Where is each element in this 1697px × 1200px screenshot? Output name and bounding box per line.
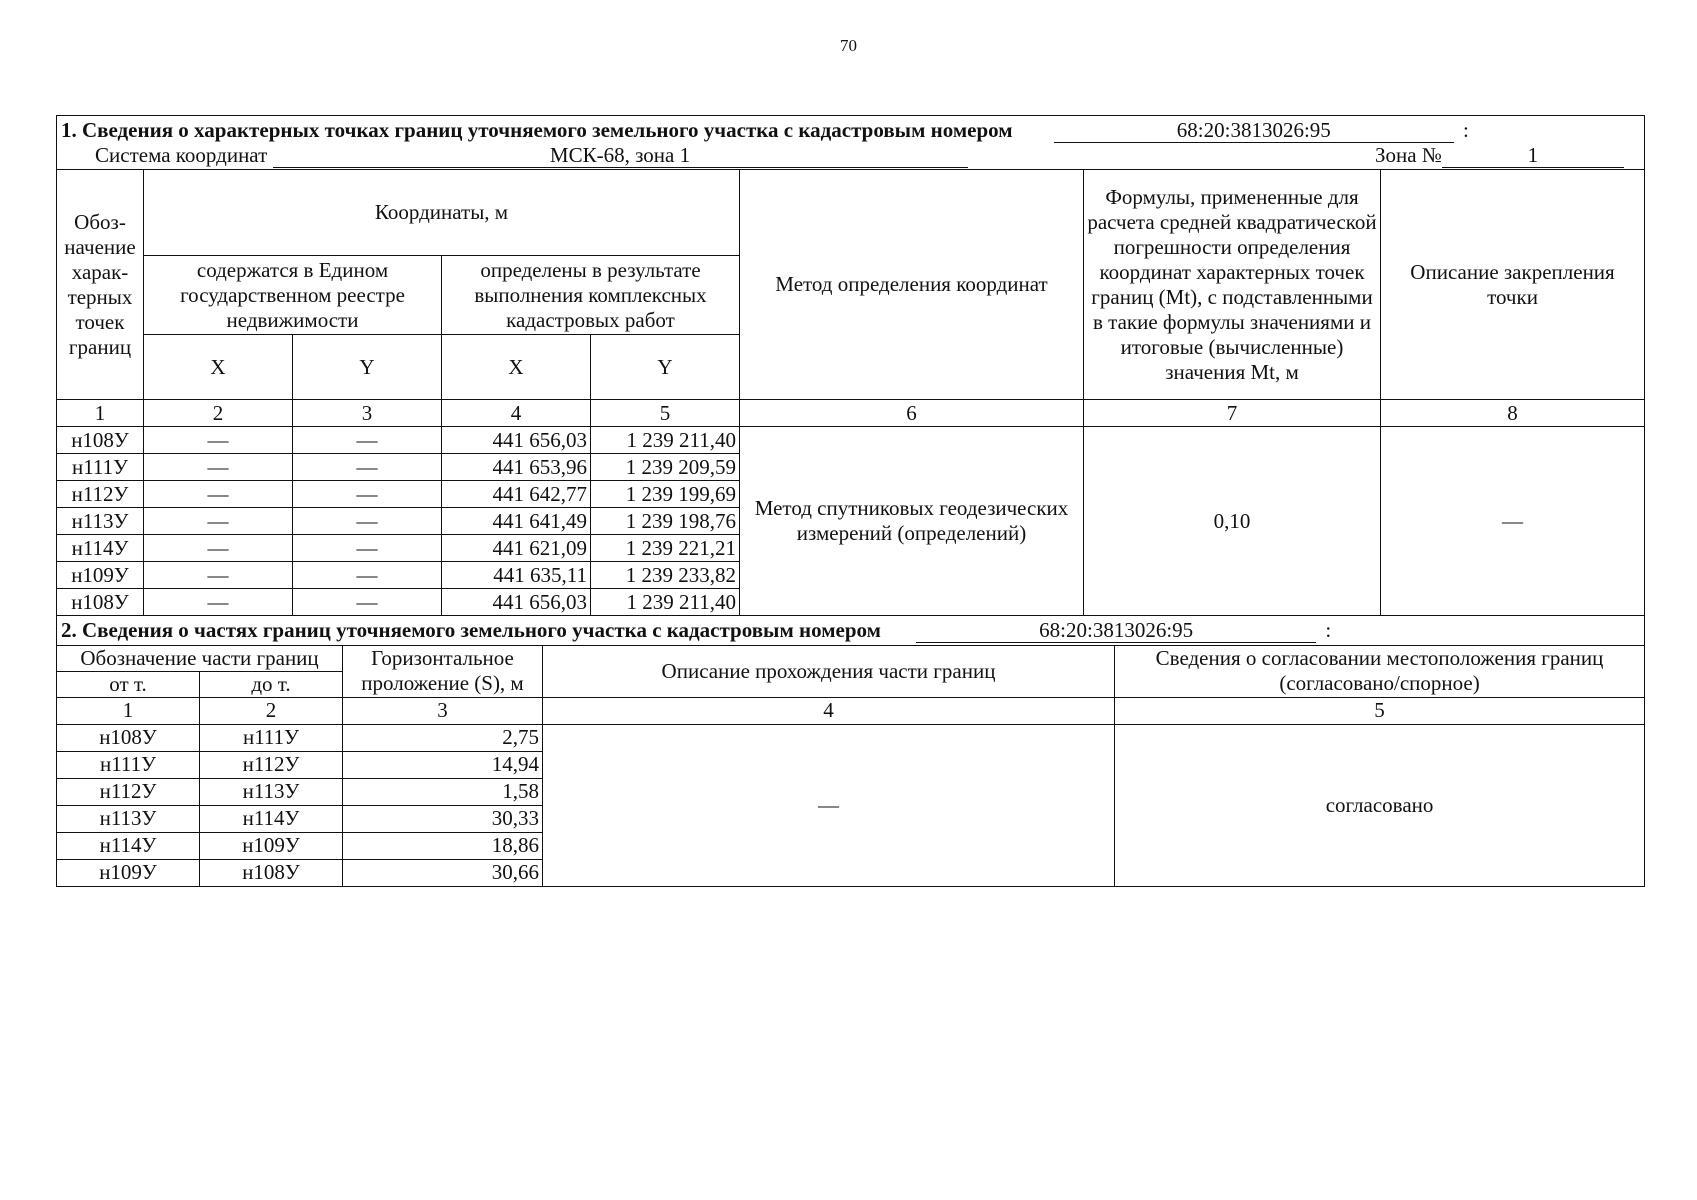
y-registry-cell: — [293,427,442,454]
y-cell: 1 239 209,59 [591,454,740,481]
distance-cell: 1,58 [343,778,543,805]
to-cell: н112У [200,751,343,778]
to-cell: н111У [200,724,343,751]
header-fixing: Описание закрепления точки [1381,170,1645,400]
section1-cadastral-number: 68:20:3813026:95 [1054,119,1454,143]
to-cell: н114У [200,805,343,832]
section1-column-numbers [57,400,1645,427]
from-cell: н113У [57,805,200,832]
header-part-designation: Обозначение части границ [57,645,343,671]
column-number: 2 [200,697,343,724]
header-from: от т. [57,671,200,697]
from-cell: н114У [57,832,200,859]
boundary-parts-table [56,615,1645,887]
x-cell: 441 641,49 [442,508,591,535]
y-registry-cell: — [293,535,442,562]
zone-value: 1 [1442,144,1624,168]
header-description: Описание прохождения части границ [543,645,1115,697]
header-y-registry: Y [293,335,442,400]
mt-value: 0,10 [1084,427,1381,616]
x-cell: 441 642,77 [442,481,591,508]
x-registry-cell: — [144,589,293,616]
x-registry-cell: — [144,508,293,535]
header-horizontal: Горизонтальное проложение (S), м [343,645,543,697]
y-cell: 1 239 199,69 [591,481,740,508]
header-coordinates: Координаты, м [144,170,740,256]
to-cell: н113У [200,778,343,805]
distance-cell: 14,94 [343,751,543,778]
x-cell: 441 656,03 [442,427,591,454]
y-registry-cell: — [293,562,442,589]
x-registry-cell: — [144,481,293,508]
method-value: Метод спутниковых геодезических измерений (определений) [740,427,1084,616]
column-number: 1 [57,400,144,427]
section2-column-numbers [57,697,1645,724]
point-cell: н114У [57,535,144,562]
from-cell: н111У [57,751,200,778]
section2-header [57,615,1645,645]
column-number: 4 [543,697,1115,724]
section1-header [57,116,1645,170]
coord-system-value: МСК-68, зона 1 [273,144,968,168]
y-cell: 1 239 211,40 [591,427,740,454]
column-number: 4 [442,400,591,427]
y-cell: 1 239 221,21 [591,535,740,562]
x-registry-cell: — [144,562,293,589]
description-value: — [543,724,1115,886]
cadastral-document [56,115,1644,887]
table-row [57,427,1645,454]
column-number: 3 [343,697,543,724]
distance-cell: 18,86 [343,832,543,859]
x-cell: 441 656,03 [442,589,591,616]
header-x-determined: X [442,335,591,400]
to-cell: н108У [200,859,343,886]
fixing-value: — [1381,427,1645,616]
x-registry-cell: — [144,454,293,481]
header-in-registry: содержатся в Едином государственном реестре недвижимости [144,256,442,335]
column-number: 2 [144,400,293,427]
y-cell: 1 239 233,82 [591,562,740,589]
coord-system-label: Система координат [95,142,268,167]
column-number: 5 [1115,697,1645,724]
header-formulas: Формулы, примененные для расчета средней квадратической погрешности определения координат характерных точек границ (Mt), с подставленными в такие формулы значениями и итоговые (вычисленные) значения Mt, м [1084,170,1381,400]
x-cell: 441 621,09 [442,535,591,562]
y-registry-cell: — [293,508,442,535]
to-cell: н109У [200,832,343,859]
section2-colon: : [1325,617,1332,642]
header-point-designation: Обоз-начение харак-терных точек границ [57,170,144,400]
column-number: 5 [591,400,740,427]
point-cell: н111У [57,454,144,481]
distance-cell: 30,66 [343,859,543,886]
x-registry-cell: — [144,535,293,562]
section1-title: 1. Сведения о характерных точках границ уточняемого земельного участка с кадастровым номером [61,117,1013,142]
table-row [57,724,1645,751]
distance-cell: 30,33 [343,805,543,832]
points-table [56,115,1645,616]
column-number: 3 [293,400,442,427]
y-registry-cell: — [293,454,442,481]
page-number: 70 [840,36,857,55]
column-number: 8 [1381,400,1645,427]
point-cell: н108У [57,589,144,616]
header-to: до т. [200,671,343,697]
distance-cell: 2,75 [343,724,543,751]
agreement-value: согласовано [1115,724,1645,886]
from-cell: н108У [57,724,200,751]
x-registry-cell: — [144,427,293,454]
zone-label: Зона № [1375,142,1442,167]
y-cell: 1 239 198,76 [591,508,740,535]
point-cell: н109У [57,562,144,589]
section2-title: 2. Сведения о частях границ уточняемого земельного участка с кадастровым номером [61,617,881,642]
point-cell: н108У [57,427,144,454]
header-method: Метод определения координат [740,170,1084,400]
header-x-registry: X [144,335,293,400]
y-cell: 1 239 211,40 [591,589,740,616]
point-cell: н112У [57,481,144,508]
column-number: 7 [1084,400,1381,427]
point-cell: н113У [57,508,144,535]
column-number: 6 [740,400,1084,427]
header-determined: определены в результате выполнения комплексных кадастровых работ [442,256,740,335]
section1-colon: : [1463,117,1469,142]
x-cell: 441 635,11 [442,562,591,589]
column-number: 1 [57,697,200,724]
x-cell: 441 653,96 [442,454,591,481]
header-agreement: Сведения о согласовании местоположения границ (согласовано/спорное) [1115,645,1645,697]
header-y-determined: Y [591,335,740,400]
y-registry-cell: — [293,481,442,508]
from-cell: н109У [57,859,200,886]
section2-cadastral-number: 68:20:3813026:95 [916,619,1316,643]
from-cell: н112У [57,778,200,805]
y-registry-cell: — [293,589,442,616]
